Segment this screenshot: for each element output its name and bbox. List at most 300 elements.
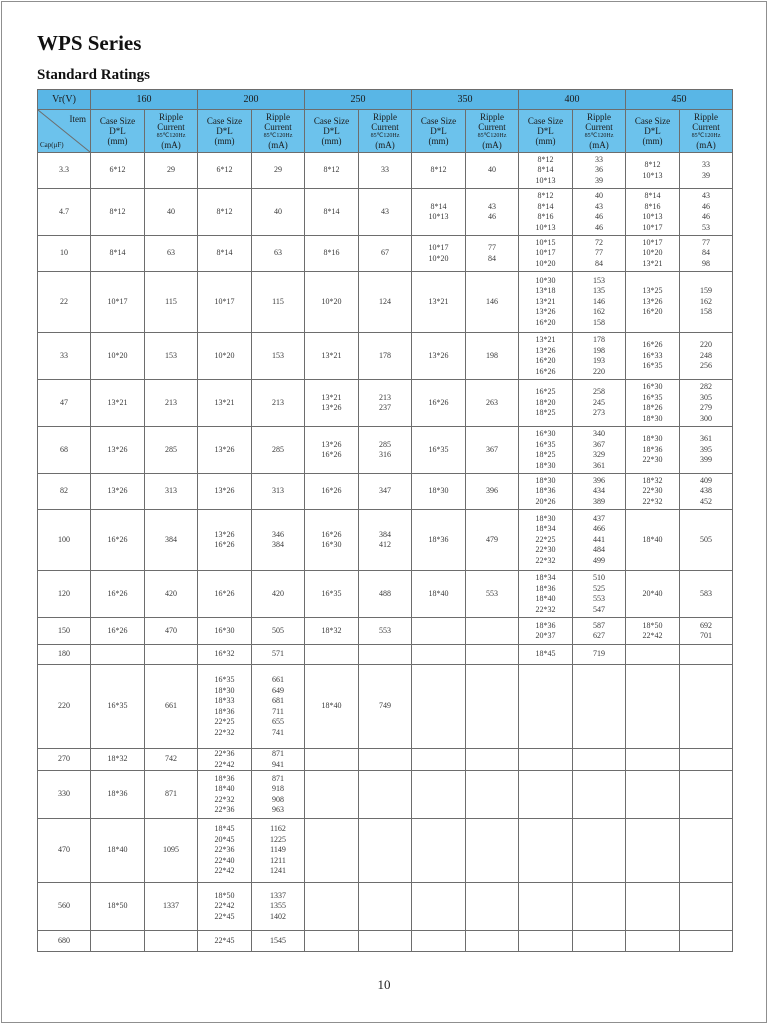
ripple-current-value: 1355 bbox=[270, 901, 286, 911]
ripple-current-cell bbox=[252, 333, 305, 380]
case-size-value: 22*36 bbox=[214, 845, 235, 855]
ripple-current-cell bbox=[252, 236, 305, 272]
ripple-current-cell bbox=[359, 333, 412, 380]
ripple-current-cell bbox=[680, 571, 733, 618]
capacitance-cell: 68 bbox=[38, 427, 91, 474]
ripple-current-header-line: (mA) bbox=[375, 140, 395, 150]
case-size-cell bbox=[91, 380, 145, 427]
capacitance-cell: 330 bbox=[38, 771, 91, 819]
case-size-cell bbox=[198, 427, 252, 474]
ripple-current-cell bbox=[680, 333, 733, 380]
ripple-current-header-line: Ripple bbox=[159, 112, 183, 122]
ripple-current-value: 300 bbox=[700, 413, 712, 423]
case-size-value: 16*26 bbox=[428, 397, 449, 407]
case-size-value: 8*14 bbox=[430, 201, 447, 211]
ripple-current-cell bbox=[573, 931, 626, 952]
case-size-value: 18*20 bbox=[535, 397, 556, 407]
ripple-current-cell bbox=[466, 333, 519, 380]
voltage-header-row bbox=[38, 90, 733, 110]
case-size-cell bbox=[305, 380, 359, 427]
case-size-cell bbox=[91, 819, 145, 883]
ripple-current-value: 305 bbox=[700, 392, 712, 402]
ripple-current-header bbox=[145, 110, 198, 153]
ripple-current-cell bbox=[359, 883, 412, 931]
ripple-current-value: 871 bbox=[272, 749, 284, 758]
case-size-cell bbox=[198, 236, 252, 272]
ripple-current-value: 313 bbox=[272, 486, 284, 496]
case-size-cell bbox=[91, 189, 145, 236]
case-size-cell bbox=[519, 189, 573, 236]
ripple-current-value: 329 bbox=[593, 450, 605, 459]
case-size-value: 8*16 bbox=[537, 212, 554, 221]
ripple-current-cell bbox=[466, 272, 519, 333]
case-size-value: 18*50 bbox=[107, 901, 128, 911]
ripple-current-value: 466 bbox=[593, 524, 605, 534]
case-size-value: 18*30 bbox=[535, 475, 556, 485]
case-size-value: 18*36 bbox=[535, 583, 556, 593]
capacitance-cell: 47 bbox=[38, 380, 91, 427]
case-size-cell bbox=[412, 189, 466, 236]
case-size-value: 13*26 bbox=[107, 486, 128, 496]
ripple-current-header bbox=[680, 110, 733, 153]
ripple-current-value: 46 bbox=[488, 212, 496, 221]
ripple-current-cell bbox=[680, 771, 733, 819]
ripple-current-value: 46 bbox=[595, 212, 603, 221]
ripple-current-header-line: (mA) bbox=[161, 140, 181, 150]
ripple-current-cell bbox=[252, 749, 305, 771]
case-size-value: 13*26 bbox=[214, 486, 235, 496]
ripple-current-cell bbox=[680, 153, 733, 189]
ripple-current-value: 420 bbox=[165, 588, 177, 598]
ripple-current-value: 347 bbox=[379, 486, 391, 496]
ripple-current-value: 84 bbox=[488, 253, 496, 263]
voltage-160: 160 bbox=[91, 90, 198, 110]
case-size-value: 16*26 bbox=[642, 340, 663, 350]
capacitance-cell: 270 bbox=[38, 749, 91, 771]
ripple-current-cell bbox=[466, 189, 519, 236]
ripple-current-cell bbox=[145, 510, 198, 571]
ripple-current-value: 153 bbox=[593, 275, 605, 285]
table-row bbox=[38, 474, 733, 510]
case-size-cell bbox=[91, 474, 145, 510]
capacitance-cell: 470 bbox=[38, 819, 91, 883]
case-size-header-line: (mm) bbox=[107, 136, 128, 146]
ripple-current-cell bbox=[573, 749, 626, 771]
case-size-value: 13*21 bbox=[321, 392, 342, 402]
case-size-value: 18*32 bbox=[642, 475, 663, 485]
case-size-value: 18*50 bbox=[214, 890, 235, 900]
case-size-cell bbox=[519, 618, 573, 645]
capacitance-cell: 680 bbox=[38, 931, 91, 952]
ripple-current-value: 158 bbox=[593, 317, 605, 327]
ripple-current-value: 40 bbox=[274, 206, 282, 216]
ripple-current-cell bbox=[252, 645, 305, 665]
case-size-header-line: Case Size bbox=[420, 116, 457, 126]
ripple-current-value: 115 bbox=[165, 296, 177, 306]
ripple-current-cell bbox=[573, 571, 626, 618]
case-size-value: 13*21 bbox=[642, 258, 663, 268]
ripple-current-cell bbox=[252, 618, 305, 645]
case-size-header-line: D*L bbox=[216, 126, 233, 136]
ripple-current-value: 245 bbox=[593, 397, 605, 407]
ripple-current-value: 547 bbox=[593, 604, 605, 614]
case-size-value: 10*17 bbox=[535, 248, 556, 258]
case-size-value: 18*45 bbox=[535, 649, 556, 659]
case-size-value: 18*40 bbox=[535, 594, 556, 603]
ripple-current-cell bbox=[145, 618, 198, 645]
ripple-current-value: 285 bbox=[272, 444, 284, 454]
table-row bbox=[38, 427, 733, 474]
ripple-current-value: 63 bbox=[274, 248, 282, 258]
ripple-current-cell bbox=[466, 645, 519, 665]
case-size-cell bbox=[519, 510, 573, 571]
table-row bbox=[38, 189, 733, 236]
ripple-current-value: 346 bbox=[272, 529, 284, 539]
ripple-current-value: 162 bbox=[593, 307, 605, 317]
case-size-value: 10*13 bbox=[535, 222, 556, 232]
case-size-value: 22*42 bbox=[214, 901, 235, 911]
ripple-current-header-line: 85℃120Hz bbox=[584, 133, 614, 139]
ripple-current-cell bbox=[145, 380, 198, 427]
capacitance-cell: 33 bbox=[38, 333, 91, 380]
ripple-current-cell bbox=[680, 883, 733, 931]
case-size-cell bbox=[626, 883, 680, 931]
case-size-value: 13*26 bbox=[535, 345, 556, 355]
ripple-current-cell bbox=[466, 771, 519, 819]
case-size-value: 16*26 bbox=[321, 450, 342, 459]
case-size-value: 22*42 bbox=[214, 759, 235, 769]
case-size-cell bbox=[305, 153, 359, 189]
table-row bbox=[38, 819, 733, 883]
table-row bbox=[38, 931, 733, 952]
ripple-current-header bbox=[359, 110, 412, 153]
ripple-current-header-line: Ripple bbox=[587, 112, 611, 122]
ripple-current-value: 1149 bbox=[270, 845, 286, 855]
ripple-current-value: 918 bbox=[272, 784, 284, 793]
case-size-cell bbox=[626, 272, 680, 333]
case-size-value: 18*33 bbox=[214, 696, 235, 705]
ripple-current-value: 46 bbox=[702, 201, 710, 211]
ripple-current-value: 452 bbox=[700, 496, 712, 506]
case-size-cell bbox=[412, 236, 466, 272]
case-size-cell bbox=[626, 153, 680, 189]
ripple-current-cell bbox=[466, 380, 519, 427]
ripple-current-value: 193 bbox=[593, 356, 605, 365]
case-size-cell bbox=[626, 819, 680, 883]
capacitance-cell: 82 bbox=[38, 474, 91, 510]
ripple-current-value: 279 bbox=[700, 403, 712, 412]
ripple-current-value: 33 bbox=[595, 154, 603, 164]
ripple-current-value: 649 bbox=[272, 685, 284, 695]
case-size-cell bbox=[519, 333, 573, 380]
case-size-header-line: (mm) bbox=[214, 136, 235, 146]
ripple-current-value: 389 bbox=[593, 496, 605, 506]
ripple-current-header bbox=[573, 110, 626, 153]
case-size-cell bbox=[305, 883, 359, 931]
ripple-current-cell bbox=[680, 236, 733, 272]
ripple-current-value: 963 bbox=[272, 805, 284, 814]
ripple-current-cell bbox=[680, 618, 733, 645]
case-size-value: 13*26 bbox=[428, 350, 449, 360]
case-size-value: 16*30 bbox=[642, 382, 663, 391]
ripple-current-value: 741 bbox=[272, 727, 284, 737]
ripple-current-value: 384 bbox=[379, 529, 391, 539]
ripple-current-value: 367 bbox=[593, 439, 605, 449]
ripple-current-cell bbox=[145, 153, 198, 189]
case-size-cell bbox=[198, 474, 252, 510]
case-size-cell bbox=[412, 749, 466, 771]
ripple-current-cell bbox=[466, 510, 519, 571]
ripple-current-header-line: (mA) bbox=[589, 140, 609, 150]
case-size-cell bbox=[305, 571, 359, 618]
ripple-current-value: 1211 bbox=[270, 855, 286, 865]
ripple-current-cell bbox=[359, 571, 412, 618]
case-size-value: 18*30 bbox=[428, 486, 449, 496]
case-size-header-line: Case Size bbox=[313, 116, 350, 126]
capacitance-cell: 120 bbox=[38, 571, 91, 618]
ripple-current-value: 571 bbox=[272, 649, 284, 659]
case-size-value: 8*14 bbox=[323, 206, 340, 216]
ripple-current-value: 420 bbox=[272, 588, 284, 598]
case-size-value: 18*40 bbox=[107, 845, 128, 855]
ripple-current-cell bbox=[145, 571, 198, 618]
case-size-value: 16*30 bbox=[321, 540, 342, 549]
case-size-header-line: (mm) bbox=[535, 136, 556, 146]
ripple-current-cell bbox=[145, 665, 198, 749]
case-size-cell bbox=[626, 571, 680, 618]
case-size-cell bbox=[198, 931, 252, 952]
ripple-current-value: 681 bbox=[272, 696, 284, 705]
case-size-value: 8*14 bbox=[537, 201, 554, 211]
case-size-cell bbox=[305, 618, 359, 645]
case-size-value: 16*20 bbox=[535, 356, 556, 365]
case-size-cell bbox=[305, 189, 359, 236]
case-size-value: 20*26 bbox=[535, 496, 556, 506]
ripple-current-value: 159 bbox=[700, 286, 712, 296]
case-size-value: 13*25 bbox=[642, 286, 663, 296]
case-size-value: 6*12 bbox=[216, 165, 233, 175]
case-size-value: 18*36 bbox=[535, 620, 556, 630]
ripple-current-value: 384 bbox=[165, 534, 177, 544]
case-size-value: 16*32 bbox=[214, 649, 235, 659]
case-size-value: 18*25 bbox=[535, 408, 556, 418]
case-size-value: 10*20 bbox=[107, 350, 128, 360]
case-size-header bbox=[305, 110, 359, 153]
ripple-current-value: 72 bbox=[595, 237, 603, 247]
ripple-current-value: 395 bbox=[700, 444, 712, 454]
ripple-current-value: 488 bbox=[379, 588, 391, 598]
case-size-value: 10*30 bbox=[535, 275, 556, 285]
ripple-current-value: 525 bbox=[593, 583, 605, 593]
ripple-current-cell bbox=[573, 380, 626, 427]
ripple-current-value: 553 bbox=[593, 594, 605, 603]
case-size-value: 8*12 bbox=[109, 206, 126, 216]
case-size-value: 18*50 bbox=[642, 620, 663, 630]
case-size-cell bbox=[412, 153, 466, 189]
ripple-current-value: 583 bbox=[700, 588, 712, 598]
ripple-current-value: 701 bbox=[700, 631, 712, 640]
case-size-cell bbox=[91, 645, 145, 665]
table-row bbox=[38, 883, 733, 931]
ripple-current-cell bbox=[573, 645, 626, 665]
ripple-current-cell bbox=[252, 883, 305, 931]
case-size-value: 10*13 bbox=[642, 170, 663, 180]
ripple-current-value: 77 bbox=[595, 248, 603, 258]
ripple-current-cell bbox=[145, 189, 198, 236]
case-size-value: 16*26 bbox=[535, 366, 556, 376]
case-size-value: 10*13 bbox=[428, 212, 449, 221]
case-size-cell bbox=[519, 819, 573, 883]
case-size-cell bbox=[626, 189, 680, 236]
ripple-current-value: 77 bbox=[488, 243, 496, 252]
ripple-current-cell bbox=[145, 474, 198, 510]
page-title: WPS Series bbox=[37, 31, 142, 55]
case-size-cell bbox=[198, 153, 252, 189]
ripple-current-value: 273 bbox=[593, 408, 605, 418]
case-size-cell bbox=[626, 618, 680, 645]
ripple-current-cell bbox=[252, 665, 305, 749]
case-size-cell bbox=[91, 153, 145, 189]
case-size-value: 16*30 bbox=[214, 625, 235, 635]
case-size-value: 8*14 bbox=[109, 248, 126, 258]
ripple-current-cell bbox=[359, 272, 412, 333]
ripple-current-cell bbox=[145, 236, 198, 272]
ripple-current-value: 384 bbox=[272, 540, 284, 549]
case-size-value: 13*21 bbox=[107, 397, 128, 407]
ripple-current-value: 313 bbox=[165, 486, 177, 496]
case-size-header-line: Case Size bbox=[206, 116, 243, 126]
ripple-current-value: 505 bbox=[272, 625, 284, 635]
case-size-header-line: D*L bbox=[644, 126, 661, 136]
ripple-current-value: 36 bbox=[595, 165, 603, 175]
cap-label: Cap(μF) bbox=[40, 141, 64, 149]
ripple-current-header-line: Current bbox=[478, 122, 506, 132]
ripple-current-header-line: Current bbox=[692, 122, 720, 132]
ripple-current-value: 587 bbox=[593, 620, 605, 630]
case-size-cell bbox=[91, 510, 145, 571]
case-size-value: 22*36 bbox=[214, 805, 235, 814]
case-size-cell bbox=[519, 771, 573, 819]
case-size-cell bbox=[412, 645, 466, 665]
ripple-current-value: 692 bbox=[700, 620, 712, 630]
case-size-value: 16*26 bbox=[107, 625, 128, 635]
ripple-current-header-line: (mA) bbox=[268, 140, 288, 150]
case-size-value: 10*17 bbox=[214, 296, 235, 306]
case-size-cell bbox=[519, 474, 573, 510]
case-size-value: 8*14 bbox=[644, 191, 661, 200]
ripple-current-value: 1337 bbox=[163, 901, 179, 911]
case-size-value: 10*20 bbox=[535, 258, 556, 268]
ripple-current-cell bbox=[680, 645, 733, 665]
ripple-current-value: 285 bbox=[165, 444, 177, 454]
case-size-cell bbox=[412, 380, 466, 427]
ripple-current-cell bbox=[680, 380, 733, 427]
ripple-current-cell bbox=[466, 153, 519, 189]
ripple-current-header-line: 85℃120Hz bbox=[156, 133, 186, 139]
case-size-value: 6*12 bbox=[109, 165, 126, 175]
ripple-current-cell bbox=[359, 189, 412, 236]
voltage-400: 400 bbox=[519, 90, 626, 110]
ripple-current-cell bbox=[359, 645, 412, 665]
case-size-value: 22*32 bbox=[535, 604, 556, 614]
ripple-current-value: 146 bbox=[593, 296, 605, 306]
ripple-current-header-line: Current bbox=[264, 122, 292, 132]
ripple-current-header bbox=[466, 110, 519, 153]
ripple-current-value: 1545 bbox=[270, 935, 286, 945]
case-size-value: 10*20 bbox=[321, 296, 342, 306]
case-size-cell bbox=[626, 333, 680, 380]
case-size-value: 13*26 bbox=[321, 403, 342, 412]
ripple-current-cell bbox=[252, 931, 305, 952]
ripple-current-value: 470 bbox=[165, 625, 177, 635]
ripple-current-cell bbox=[573, 153, 626, 189]
case-size-cell bbox=[305, 819, 359, 883]
ripple-current-header-line: (mA) bbox=[482, 140, 502, 150]
ripple-current-cell bbox=[252, 474, 305, 510]
case-size-header-line: (mm) bbox=[642, 136, 663, 146]
case-size-value: 22*32 bbox=[214, 794, 235, 804]
ripple-current-value: 53 bbox=[702, 222, 710, 232]
case-size-cell bbox=[305, 931, 359, 952]
case-size-cell bbox=[626, 931, 680, 952]
ripple-current-cell bbox=[359, 931, 412, 952]
case-size-value: 10*13 bbox=[642, 212, 663, 221]
case-size-cell bbox=[626, 474, 680, 510]
case-size-value: 18*32 bbox=[321, 625, 342, 635]
column-header-row bbox=[38, 110, 733, 153]
case-size-value: 18*30 bbox=[642, 434, 663, 444]
case-size-cell bbox=[626, 236, 680, 272]
ripple-current-value: 499 bbox=[593, 555, 605, 565]
ripple-current-cell bbox=[573, 618, 626, 645]
page-number: 10 bbox=[377, 977, 391, 992]
ripple-current-cell bbox=[466, 819, 519, 883]
case-size-value: 20*37 bbox=[535, 631, 556, 640]
ripple-current-cell bbox=[145, 272, 198, 333]
ripple-current-value: 361 bbox=[700, 434, 712, 444]
case-size-cell bbox=[519, 427, 573, 474]
ripple-current-cell bbox=[252, 380, 305, 427]
ripple-current-value: 263 bbox=[486, 397, 498, 407]
ripple-current-header-line: 85℃120Hz bbox=[477, 133, 507, 139]
ripple-current-header-line: 85℃120Hz bbox=[691, 133, 721, 139]
voltage-350: 350 bbox=[412, 90, 519, 110]
case-size-cell bbox=[305, 272, 359, 333]
ripple-current-cell bbox=[252, 189, 305, 236]
ripple-current-value: 396 bbox=[486, 486, 498, 496]
case-size-value: 8*12 bbox=[644, 160, 661, 169]
case-size-cell bbox=[305, 665, 359, 749]
case-size-value: 20*40 bbox=[642, 588, 663, 598]
ripple-current-value: 871 bbox=[272, 773, 284, 783]
ripple-current-cell bbox=[359, 380, 412, 427]
ripple-current-value: 33 bbox=[702, 160, 710, 169]
case-size-header-line: D*L bbox=[323, 126, 340, 136]
capacitance-cell: 560 bbox=[38, 883, 91, 931]
ripple-current-value: 43 bbox=[381, 206, 389, 216]
ripple-current-value: 115 bbox=[272, 296, 284, 306]
case-size-value: 13*26 bbox=[642, 296, 663, 306]
ripple-current-value: 135 bbox=[593, 286, 605, 296]
case-size-value: 18*30 bbox=[214, 685, 235, 695]
case-size-value: 16*33 bbox=[642, 350, 663, 360]
voltage-450: 450 bbox=[626, 90, 733, 110]
case-size-value: 16*26 bbox=[107, 588, 128, 598]
capacitance-cell: 220 bbox=[38, 665, 91, 749]
capacitance-cell: 10 bbox=[38, 236, 91, 272]
ripple-current-value: 63 bbox=[167, 248, 175, 258]
ripple-current-cell bbox=[680, 510, 733, 571]
